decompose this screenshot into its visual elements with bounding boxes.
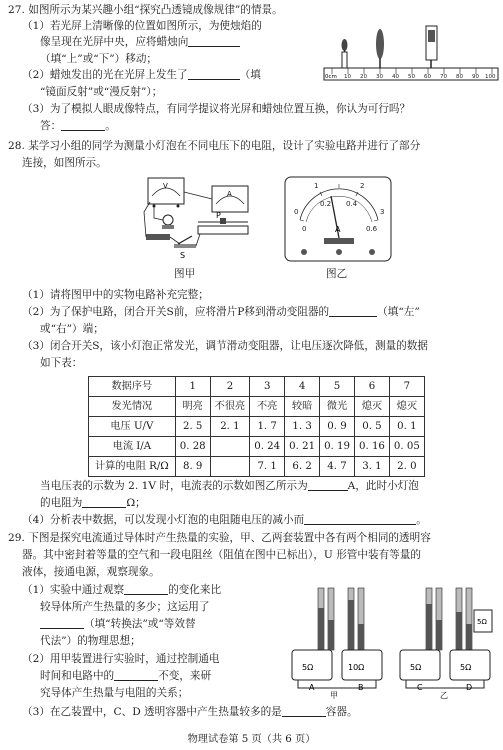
table-cell: 明亮: [175, 397, 210, 417]
table-row: [89, 377, 425, 397]
q28-stem-line2: 连接，如图所示。: [22, 157, 107, 169]
table-cell: 0. 05: [389, 437, 424, 457]
dial-bottom-label: 0.4: [346, 200, 358, 208]
bench-tick-label: 40: [392, 74, 399, 80]
light-screen-icon: [426, 26, 437, 68]
table-cell: 0. 5: [354, 417, 389, 437]
q27-part1-line1: （1）若光屏上清晰像的位置如图所示，为使烛焰的: [22, 20, 262, 32]
table-cell: 0. 28: [175, 437, 210, 457]
answer-blank: [114, 669, 158, 681]
container-b-label: B: [358, 683, 364, 692]
bench-tick-label: 20: [360, 74, 367, 80]
voltmeter-icon: [148, 178, 184, 208]
heat-apparatus-figure: [278, 584, 500, 700]
battery-icon: [146, 234, 170, 240]
figure-a-caption: 图甲: [174, 268, 196, 280]
table-row: [89, 397, 425, 417]
answer-blank: [61, 119, 105, 131]
u-tube-apparatus-b: [400, 588, 492, 700]
dial-bottom-label: 0: [302, 225, 307, 233]
q28-part3-line4: 的电阻为 Ω；: [40, 497, 146, 509]
q27-stem: 27. 如图所示为某兴趣小组“探究凸透镜成像规律”的情景。: [8, 4, 283, 16]
q27-part2-line2: “镜面反射”或“漫反射”）；: [40, 86, 163, 98]
table-cell: 0. 24: [250, 437, 285, 457]
table-cell: 熄灭: [389, 397, 424, 417]
q28-part3-line1: （3）闭合开关S，该小灯泡正常发光，调节滑动变阻器，让电压逐次降低，测量的数据: [22, 340, 428, 352]
answer-blank: [40, 617, 84, 629]
page-footer: 物理试卷第 5 页（共 6 页）: [187, 734, 316, 745]
answer-blank: [308, 479, 348, 491]
q29-part2-line1: （2）用甲装置进行实验时，通过控制通电: [22, 653, 220, 665]
q29-part1-line1: （1）实验中通过观察 的变化来比: [22, 584, 222, 596]
table-cell: 不很亮: [210, 397, 250, 417]
q27-part1-line3: （填“上”或“下”）移动；: [40, 53, 158, 65]
ammeter-icon: [212, 186, 248, 212]
apparatus-yi-label: 乙: [440, 691, 448, 700]
table-cell: 0. 9: [320, 417, 355, 437]
bench-tick-label: 70: [440, 74, 447, 80]
q29-part3: （3）在乙装置中，C、D 透明容器中产生热量较多的是 容器。: [22, 706, 358, 718]
container-a-label: A: [309, 683, 315, 692]
slider-p-label: P: [216, 211, 221, 220]
q29-part2-line2: 时间和电路中的 不变，来研: [40, 670, 212, 682]
q27-part2-line1: （2）蜡烛发出的光在光屏上发生了 （填: [22, 69, 261, 81]
table-cell: 3: [250, 377, 285, 397]
resistor-c-label: 5Ω: [410, 663, 422, 672]
table-cell: 0. 19: [320, 437, 355, 457]
q27-part3-line2: 答： 。: [40, 120, 116, 132]
dial-top-label: 3: [380, 208, 385, 216]
bench-tick-label: 80: [456, 74, 463, 80]
ammeter-dial-figure: [284, 176, 394, 264]
dial-bottom-label: 0.2: [320, 200, 332, 208]
svg-text:A: A: [335, 225, 341, 234]
q29-stem-line1: 29. 下图是探究电流通过导体时产生热量的实验，甲、乙两套装置中各有两个相同的透明容: [8, 532, 431, 544]
container-c-label: C: [417, 683, 423, 692]
table-cell: [210, 437, 250, 457]
dial-top-label: 2: [360, 182, 365, 190]
measurement-table: [88, 376, 425, 477]
bench-tick-label: 60: [424, 74, 431, 80]
bench-tick-label: 30: [376, 74, 383, 80]
table-cell: 6. 2: [285, 457, 320, 477]
bench-tick-label: 100: [485, 74, 496, 80]
container-d-label: D: [466, 683, 473, 692]
table-row: [89, 437, 425, 457]
table-cell: 2. 0: [389, 457, 424, 477]
bench-tick-label: 90: [472, 74, 479, 80]
q28-part2-line2: 或“右”）端；: [40, 323, 104, 335]
table-cell: 3. 1: [354, 457, 389, 477]
table-cell: 0. 16: [354, 437, 389, 457]
answer-blank: [304, 513, 416, 525]
table-cell: 1: [175, 377, 210, 397]
switch-icon: [174, 236, 196, 260]
answer-blank: [188, 68, 240, 80]
q29-stem-line2: 器。其中密封着等量的空气和一段电阻丝（阻值在图中已标出），U 形管中装有等量的: [22, 549, 421, 561]
bench-tick-label: 10: [344, 74, 351, 80]
q29-part1-line4: 代法”）的物理思想；: [40, 635, 141, 647]
table-cell: 4. 7: [320, 457, 355, 477]
bench-zero-label: 0cm: [325, 74, 337, 80]
candle-icon: [342, 39, 348, 68]
q27-part1-line2: 像呈现在光屏中央，应将蜡烛向: [40, 34, 240, 50]
u-tube-apparatus-a: [292, 588, 382, 700]
table-cell: 不亮: [250, 397, 285, 417]
table-cell: 较暗: [285, 397, 320, 417]
convex-lens-icon: [376, 29, 384, 68]
table-cell: 0. 21: [285, 437, 320, 457]
q29-stem-line3: 液体，接通电源，观察现象。: [22, 566, 160, 578]
table-cell: 6: [354, 377, 389, 397]
figure-b-caption: 图乙: [326, 268, 348, 280]
answer-blank: [82, 496, 126, 508]
table-header-cell: 计算的电阻 R/Ω: [89, 457, 176, 477]
table-cell: 2. 5: [175, 417, 210, 437]
table-cell: 1. 7: [250, 417, 285, 437]
table-cell: 0. 1: [389, 417, 424, 437]
optical-bench-figure: [322, 22, 500, 100]
dial-top-label: 0: [294, 208, 299, 216]
q28-stem-line1: 28. 某学习小组的同学为测量小灯泡在不同电压下的电阻，设计了实验电路并进行了部分: [8, 140, 421, 152]
table-cell: 4: [285, 377, 320, 397]
table-header-cell: 发光情况: [89, 397, 176, 417]
q28-part3-line3: 当电压表的示数为 2. 1V 时，电流表的示数如图乙所示为 A，此时小灯泡: [40, 480, 419, 492]
dial-bottom-label: 0.6: [366, 225, 378, 233]
q28-part3-line2: 如下表：: [40, 357, 83, 369]
bench-tick-label: 50: [408, 74, 415, 80]
table-cell: 5: [320, 377, 355, 397]
q27-part3-line1: （3）为了模拟人眼成像特点，有同学提议将光屏和蜡烛位置互换，你认为可行吗？: [22, 103, 411, 115]
table-header-cell: 电流 I/A: [89, 437, 176, 457]
rheostat-icon: [198, 211, 248, 234]
switch-s-label: S: [180, 251, 186, 260]
answer-blank: [188, 35, 240, 47]
resistor-b-label: 10Ω: [348, 663, 365, 672]
table-cell: 7: [389, 377, 424, 397]
table-row: [89, 457, 425, 477]
table-cell: 8. 9: [175, 457, 210, 477]
table-cell: 2: [210, 377, 250, 397]
resistor-a-label: 5Ω: [302, 663, 314, 672]
table-cell: 7. 1: [250, 457, 285, 477]
table-cell: 1. 3: [285, 417, 320, 437]
table-cell: 熄灭: [354, 397, 389, 417]
circuit-figure: [140, 172, 260, 264]
answer-blank: [124, 583, 168, 595]
q29-part1-line3: （填“转换法”或“等效替: [40, 616, 196, 632]
table-cell: 2. 1: [210, 417, 250, 437]
dial-top-label: 1: [314, 182, 319, 190]
table-header-cell: 电压 U/V: [89, 417, 176, 437]
table-cell: [210, 457, 250, 477]
svg-text:V: V: [163, 182, 168, 190]
q28-part1: （1）请将图甲中的实物电路补充完整；: [22, 289, 209, 301]
table-cell: 微光: [320, 397, 355, 417]
q29-part2-line3: 究导体产生热量与电阻的关系；: [40, 687, 189, 699]
q28-part2-line1: （2）为了保护电路，闭合开关S前，应将滑片P移到滑动变阻器的 （填“左”: [22, 306, 420, 318]
table-row: [89, 417, 425, 437]
resistor-d-label: 5Ω: [460, 663, 472, 672]
apparatus-jia-label: 甲: [330, 691, 338, 700]
q29-part1-line2: 较导体所产生热量的多少；这运用了: [40, 601, 210, 613]
svg-text:A: A: [227, 190, 232, 198]
lamp-icon: [162, 215, 174, 229]
resistor-d-top-label: 5Ω: [477, 618, 487, 626]
table-header-cell: 数据序号: [89, 377, 176, 397]
q28-part4: （4）分析表中数据，可以发现小灯泡的电阻随电压的减小而 。: [22, 514, 427, 526]
answer-blank: [282, 705, 326, 717]
answer-blank: [329, 305, 377, 317]
